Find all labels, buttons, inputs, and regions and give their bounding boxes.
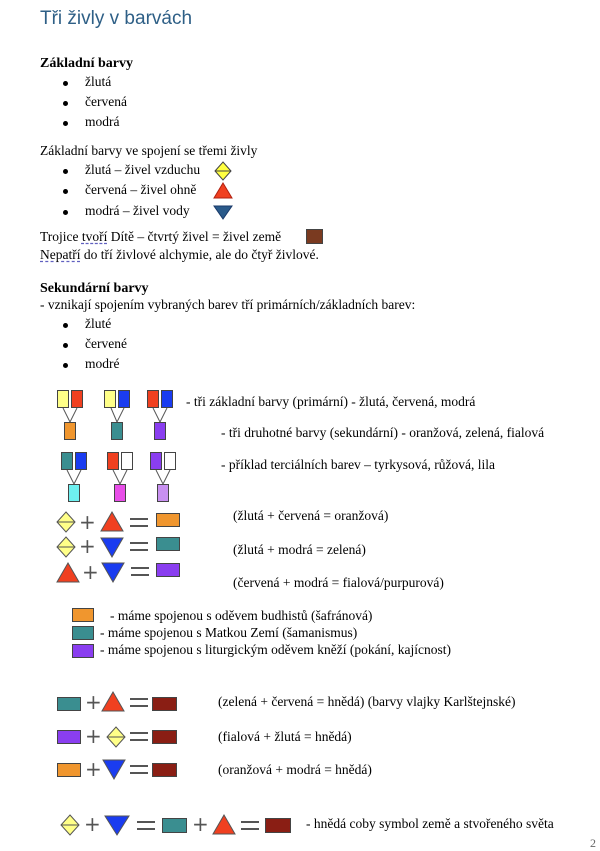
bullet (63, 189, 68, 194)
trinity-rest: Dítě – čtvrtý živel = živel země (110, 229, 282, 244)
violet-swatch (154, 422, 166, 440)
list-item: červená – živel ohně (85, 182, 197, 197)
equals-icon (130, 765, 148, 774)
bullet (63, 81, 68, 86)
list-item: modrá – živel vody (85, 203, 190, 218)
equation-text: (červená + modrá = fialová/purpurová) (233, 575, 444, 590)
blue-swatch (118, 390, 130, 408)
list-item: žlutá – živel vzduchu (85, 162, 201, 177)
red-swatch (71, 390, 83, 408)
primary-label: - tři základní barvy (primární) - žlutá, červená, modrá (186, 394, 476, 409)
turquoise-swatch (68, 484, 80, 502)
red-triangle-icon (100, 511, 124, 532)
equals-icon (130, 518, 148, 527)
bullet (63, 343, 68, 348)
water-triangle-icon (213, 205, 233, 220)
plus-icon: + (79, 510, 96, 534)
blue-swatch (161, 390, 173, 408)
red-swatch (107, 452, 119, 470)
fire-triangle-icon (213, 182, 233, 199)
yellow-diamond-icon (56, 511, 76, 533)
equals-icon (130, 732, 148, 741)
elements-intro: Základní barvy ve spojení se třemi živly (40, 143, 258, 158)
plus-icon: + (192, 812, 209, 836)
red-triangle-icon (101, 691, 125, 712)
plus-icon: + (85, 690, 102, 714)
green-swatch (61, 452, 73, 470)
yellow-swatch (104, 390, 116, 408)
meaning-text: - máme spojenou s liturgickým oděvem kněží (pokání, kajícnost) (100, 642, 452, 657)
violet-swatch (156, 563, 180, 577)
bullet (63, 169, 68, 174)
bullet (63, 323, 68, 328)
violet-swatch (72, 644, 94, 658)
trinity-word: tvoří (81, 229, 108, 244)
pink-swatch (114, 484, 126, 502)
final-label: - hnědá coby symbol země a stvořeného světa (306, 816, 554, 831)
blue-triangle-icon (102, 759, 126, 780)
green-swatch (162, 818, 187, 833)
equation-text: (žlutá + červená = oranžová) (233, 508, 389, 523)
meaning-text: - máme spojenou s oděvem budhistů (šafránová) (110, 608, 373, 623)
plus-icon: + (79, 534, 96, 558)
blue-triangle-icon (101, 562, 125, 583)
red-swatch (147, 390, 159, 408)
list-item: žluté (85, 316, 112, 331)
blue-triangle-icon (100, 537, 124, 558)
yellow-diamond-icon (56, 536, 76, 558)
tertiary-label: - příklad terciálních barev – tyrkysová, růžová, lila (221, 457, 496, 472)
red-triangle-icon (212, 814, 236, 835)
yellow-diamond-icon (60, 814, 80, 836)
plus-icon: + (82, 560, 99, 584)
yellow-diamond-icon (106, 726, 126, 748)
violet-swatch (150, 452, 162, 470)
brown-equation-text: (fialová + žlutá = hnědá) (218, 729, 352, 744)
equals-icon (241, 821, 259, 830)
brown-swatch (152, 730, 177, 744)
basic-heading: Základní barvy (40, 56, 133, 71)
red-triangle-icon (56, 562, 80, 583)
equals-icon (137, 821, 155, 830)
page-number: 2 (590, 836, 596, 850)
secondary-heading: Sekundární barvy (40, 281, 149, 296)
earth-square-icon (306, 229, 323, 244)
brown-swatch (265, 818, 291, 833)
meaning-text: - máme spojenou s Matkou Zemí (šamanismus) (100, 625, 358, 640)
orange-swatch (72, 608, 94, 622)
list-item: modrá (85, 114, 120, 129)
bullet (63, 121, 68, 126)
orange-swatch (57, 763, 81, 777)
brown-equation-text: (oranžová + modrá = hnědá) (218, 762, 372, 777)
list-item: červené (85, 336, 127, 351)
yellow-swatch (57, 390, 69, 408)
bullet (63, 363, 68, 368)
blue-triangle-icon (104, 815, 130, 836)
list-item: žlutá (85, 74, 112, 89)
note-rest: do tří živlové alchymie, ale do čtyř živlové. (83, 247, 319, 262)
green-swatch (72, 626, 94, 640)
white-swatch (121, 452, 133, 470)
plus-icon: + (84, 812, 101, 836)
equals-icon (130, 698, 148, 707)
brown-equation-text: (zelená + červená = hnědá) (barvy vlajky Karlštejnské) (218, 694, 516, 709)
equation-text: (žlutá + modrá = zelená) (233, 542, 366, 557)
list-item: červená (85, 94, 127, 109)
page-title: Tři živly v barvách (40, 8, 193, 29)
bullet (63, 101, 68, 106)
air-diamond-icon (214, 161, 232, 181)
secondary-label: - tři druhotné barvy (sekundární) - oranžová, zelená, fialová (221, 425, 545, 440)
list-item: modré (85, 356, 120, 371)
brown-swatch (152, 697, 177, 711)
green-swatch (57, 697, 81, 711)
green-swatch (111, 422, 123, 440)
lilac-swatch (157, 484, 169, 502)
bullet (63, 210, 68, 215)
plus-icon: + (85, 724, 102, 748)
orange-swatch (64, 422, 76, 440)
equals-icon (130, 542, 148, 551)
plus-icon: + (85, 757, 102, 781)
equals-icon (131, 567, 149, 576)
orange-swatch (156, 513, 180, 527)
note-line (40, 247, 319, 263)
trinity-prefix: Trojice (40, 229, 79, 244)
trinity-line (40, 229, 281, 245)
violet-swatch (57, 730, 81, 744)
brown-swatch (152, 763, 177, 777)
blue-swatch (75, 452, 87, 470)
secondary-intro: - vznikají spojením vybraných barev tří primárních/základních barev: (40, 297, 416, 312)
green-swatch (156, 537, 180, 551)
note-word: Nepatří (40, 247, 81, 262)
white-swatch (164, 452, 176, 470)
